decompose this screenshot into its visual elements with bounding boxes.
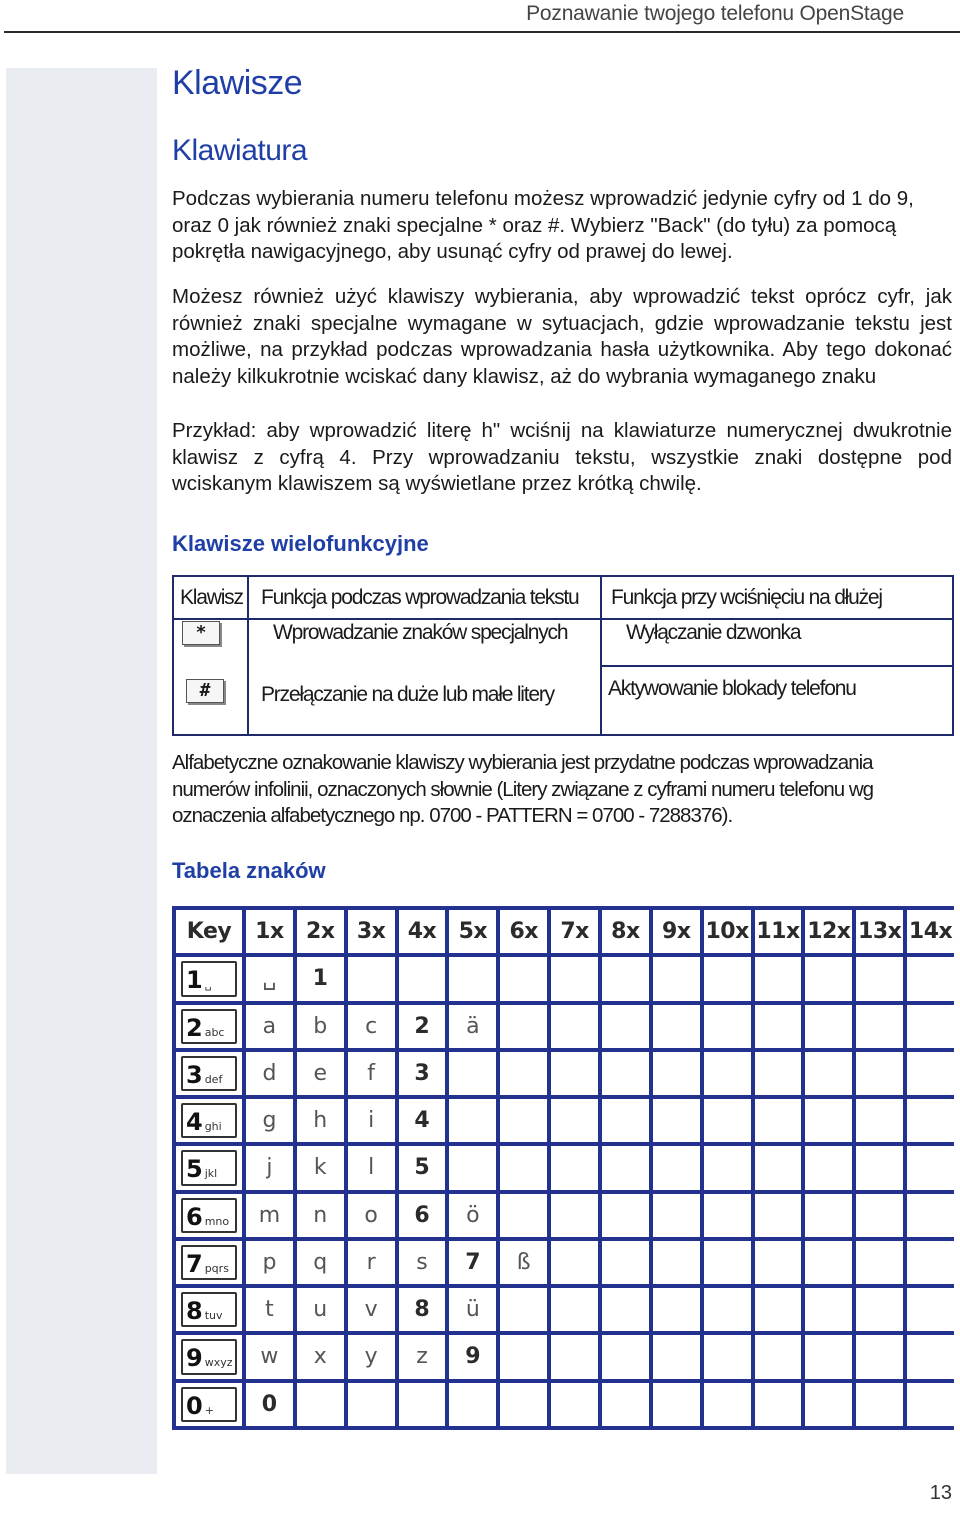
table-cell bbox=[805, 1005, 852, 1048]
char-cell: v bbox=[364, 1297, 378, 1323]
char-cell: s bbox=[416, 1249, 428, 1275]
paragraph-intro: Podczas wybierania numeru telefonu możesz wprowadzić jedynie cyfry od 1 do 9, oraz 0 jak również znaki specjalne * oraz #. Wybierz "Back" (do tyłu) za pomocą pokrętła nawigacyjnego, aby usunąć cyfry od prawej do lewej. bbox=[172, 187, 914, 263]
char-cell: x bbox=[313, 1344, 327, 1370]
char-cell: p bbox=[262, 1249, 277, 1275]
key-letters: + bbox=[204, 1403, 214, 1417]
char-cell: ü bbox=[465, 1297, 480, 1323]
header-press-count: 12x bbox=[807, 919, 851, 944]
table-cell bbox=[449, 957, 496, 1000]
table-cell bbox=[551, 1052, 598, 1095]
table-cell bbox=[500, 1052, 547, 1095]
table-cell bbox=[602, 1099, 649, 1142]
table-cell bbox=[348, 1383, 395, 1426]
table-divider bbox=[600, 665, 952, 667]
table-cell bbox=[805, 1383, 852, 1426]
key-letters: ghi bbox=[204, 1120, 222, 1134]
table-cell bbox=[856, 1335, 903, 1378]
char-cell: k bbox=[313, 1155, 327, 1181]
char-cell: n bbox=[313, 1202, 328, 1228]
char-cell: ␣ bbox=[262, 966, 277, 992]
table-cell bbox=[551, 1383, 598, 1426]
table-cell bbox=[755, 1099, 802, 1142]
star-long-press: Wyłączanie dzwonka bbox=[626, 621, 801, 644]
table-cell bbox=[500, 1194, 547, 1237]
key-digit: 7 bbox=[186, 1249, 203, 1278]
keypad-key-9-icon bbox=[181, 1339, 237, 1374]
char-table-title: Tabela znaków bbox=[172, 858, 326, 883]
header-rule bbox=[4, 31, 960, 33]
table-cell bbox=[755, 1288, 802, 1331]
table-cell bbox=[602, 1288, 649, 1331]
table-cell bbox=[653, 1383, 700, 1426]
hash-text-mode: Przełączanie na duże lub małe litery bbox=[261, 683, 554, 706]
table-cell bbox=[551, 1288, 598, 1331]
table-cell bbox=[551, 1146, 598, 1189]
key-digit: 9 bbox=[186, 1344, 203, 1373]
table-cell bbox=[704, 1383, 751, 1426]
table-cell bbox=[551, 1005, 598, 1048]
table-cell bbox=[500, 1288, 547, 1331]
table-cell bbox=[755, 957, 802, 1000]
header-press-count: 2x bbox=[306, 919, 335, 944]
table-cell bbox=[856, 1194, 903, 1237]
table-cell bbox=[500, 1099, 547, 1142]
key-digit: 0 bbox=[186, 1391, 203, 1420]
table-cell bbox=[856, 1146, 903, 1189]
char-cell: y bbox=[364, 1344, 378, 1370]
table-cell bbox=[907, 1005, 954, 1048]
table-cell bbox=[907, 1335, 954, 1378]
table-cell bbox=[704, 1005, 751, 1048]
table-cell bbox=[653, 1005, 700, 1048]
table-cell bbox=[500, 1146, 547, 1189]
char-cell: f bbox=[367, 1060, 375, 1086]
char-cell: u bbox=[313, 1297, 328, 1323]
table-cell bbox=[551, 1099, 598, 1142]
char-cell: o bbox=[364, 1202, 378, 1228]
header-press-count: 13x bbox=[858, 919, 902, 944]
key-letters: tuv bbox=[204, 1309, 223, 1323]
subsection-title: Klawiatura bbox=[172, 134, 308, 167]
table-cell bbox=[907, 1146, 954, 1189]
header-key: Key bbox=[186, 919, 232, 944]
key-digit: 3 bbox=[186, 1060, 203, 1089]
char-cell: 5 bbox=[414, 1155, 430, 1181]
table-cell bbox=[805, 1194, 852, 1237]
char-cell: q bbox=[313, 1249, 328, 1275]
table-cell bbox=[602, 957, 649, 1000]
table-cell bbox=[856, 1383, 903, 1426]
char-cell: m bbox=[258, 1202, 281, 1228]
header-press-count: 14x bbox=[908, 919, 953, 944]
character-table bbox=[172, 906, 954, 1430]
char-cell: 0 bbox=[261, 1391, 278, 1417]
table-divider bbox=[174, 618, 952, 620]
table-cell bbox=[907, 1241, 954, 1284]
hash-long-press: Aktywowanie blokady telefonu bbox=[608, 677, 856, 700]
table-cell bbox=[602, 1194, 649, 1237]
header-press-count: 9x bbox=[662, 919, 691, 944]
char-cell: b bbox=[313, 1013, 328, 1039]
header-press-count: 11x bbox=[756, 919, 800, 944]
table-cell bbox=[399, 957, 446, 1000]
table-cell bbox=[704, 1288, 751, 1331]
header-press-count: 3x bbox=[356, 919, 386, 944]
table-cell bbox=[704, 1194, 751, 1237]
char-cell: 3 bbox=[414, 1060, 430, 1086]
char-cell: z bbox=[416, 1344, 428, 1370]
table-cell bbox=[449, 1099, 496, 1142]
keypad-key-3-icon bbox=[181, 1056, 237, 1091]
table-cell bbox=[907, 1288, 954, 1331]
key-digit: 2 bbox=[186, 1013, 203, 1042]
table-cell bbox=[449, 1146, 496, 1189]
table-cell bbox=[653, 1194, 700, 1237]
table-cell bbox=[704, 1335, 751, 1378]
table-cell bbox=[755, 1383, 802, 1426]
table-cell bbox=[500, 1005, 547, 1048]
char-cell: 9 bbox=[465, 1344, 481, 1370]
table-cell bbox=[856, 1099, 903, 1142]
table-cell bbox=[500, 1335, 547, 1378]
header-press-count: 4x bbox=[407, 919, 437, 944]
char-cell: i bbox=[368, 1108, 375, 1134]
section-title: Klawisze bbox=[172, 64, 303, 102]
table-cell bbox=[907, 1383, 954, 1426]
keypad-key-0-icon bbox=[181, 1387, 237, 1422]
table-divider bbox=[247, 577, 249, 734]
table-divider bbox=[600, 577, 602, 734]
char-cell: r bbox=[366, 1249, 376, 1275]
table-cell bbox=[551, 1241, 598, 1284]
table-cell bbox=[856, 1005, 903, 1048]
table-cell bbox=[704, 957, 751, 1000]
char-cell: ß bbox=[516, 1249, 531, 1275]
table-cell bbox=[907, 1052, 954, 1095]
table-cell bbox=[602, 1383, 649, 1426]
char-cell: 4 bbox=[414, 1108, 430, 1134]
table-cell bbox=[755, 1241, 802, 1284]
keypad-key-1-icon bbox=[181, 961, 237, 996]
table-cell bbox=[856, 1052, 903, 1095]
key-digit: 6 bbox=[186, 1202, 203, 1231]
paragraph-text-entry: Możesz również użyć klawiszy wybierania, aby wprowadzić tekst oprócz cyfr, jak również znaki specjalne wymagane w sytuacjach, gdzie wprowadzanie tekstu jest możliwe, na przykład podczas wprowadzania hasła użytkownika. Aby tego dokonać należy kilkukrotnie wciskać dany klawisz, aż do wybrania wymaganego znaku bbox=[172, 285, 952, 388]
char-cell: w bbox=[260, 1344, 279, 1370]
keypad-key-2-icon bbox=[181, 1009, 237, 1044]
table-cell bbox=[805, 1146, 852, 1189]
table-cell bbox=[755, 1194, 802, 1237]
table-cell bbox=[500, 957, 547, 1000]
char-cell: 6 bbox=[414, 1202, 430, 1228]
char-cell: h bbox=[313, 1108, 328, 1134]
table-cell bbox=[755, 1146, 802, 1189]
header-key: Klawisz bbox=[180, 586, 243, 609]
table-cell bbox=[805, 1288, 852, 1331]
star-text-mode: Wprowadzanie znaków specjalnych bbox=[273, 621, 568, 644]
table-cell bbox=[704, 1099, 751, 1142]
table-cell bbox=[500, 1383, 547, 1426]
char-cell: a bbox=[262, 1013, 277, 1039]
key-digit: 4 bbox=[186, 1108, 203, 1137]
table-cell bbox=[704, 1052, 751, 1095]
multifunction-title: Klawisze wielofunkcyjne bbox=[172, 531, 429, 556]
header-long-press: Funkcja przy wciśnięciu na dłużej bbox=[611, 586, 882, 609]
multifunction-table bbox=[172, 575, 954, 736]
char-cell: c bbox=[365, 1013, 378, 1039]
table-cell bbox=[755, 1005, 802, 1048]
paragraph-example: Przykład: aby wprowadzić literę h" wciśnij na klawiaturze numerycznej dwukrotnie klawisz z cyfrą 4. Przy wprowadzaniu tekstu, wszystkie znaki dostępne pod wciskanym klawiszem są wyświetlane przez krótką chwilę. bbox=[172, 419, 952, 495]
table-cell bbox=[653, 1288, 700, 1331]
table-cell bbox=[602, 1052, 649, 1095]
hash-key-icon: # bbox=[186, 679, 224, 703]
table-cell bbox=[653, 1052, 700, 1095]
char-cell: ö bbox=[466, 1202, 480, 1228]
table-cell bbox=[449, 1052, 496, 1095]
key-letters: wxyz bbox=[204, 1356, 233, 1370]
table-cell bbox=[755, 1052, 802, 1095]
key-letters: abc bbox=[204, 1025, 225, 1039]
keypad-key-6-icon bbox=[181, 1198, 237, 1233]
table-cell bbox=[805, 1052, 852, 1095]
table-cell bbox=[348, 957, 395, 1000]
table-cell bbox=[755, 1335, 802, 1378]
header-press-count: 8x bbox=[611, 919, 640, 944]
table-cell bbox=[653, 1335, 700, 1378]
char-cell: 1 bbox=[312, 966, 328, 992]
table-cell bbox=[399, 1383, 446, 1426]
table-cell bbox=[907, 957, 954, 1000]
table-cell bbox=[704, 1146, 751, 1189]
key-digit: 1 bbox=[186, 966, 203, 995]
paragraph-alphabetic: Alfabetyczne oznakowanie klawiszy wybierania jest przydatne podczas wprowadzania numerów infolinii, oznaczonych słownie (Litery związane z cyframi numeru telefonu wg oznaczenia alfabetycznego np. 0700 - PATTERN = 0700 - 7288376). bbox=[172, 751, 874, 827]
char-cell: l bbox=[368, 1155, 375, 1181]
page-number: 13 bbox=[929, 1482, 952, 1504]
char-cell: e bbox=[313, 1060, 328, 1086]
table-cell bbox=[602, 1335, 649, 1378]
key-letters: jkl bbox=[204, 1167, 218, 1181]
table-cell bbox=[653, 1241, 700, 1284]
char-cell: 8 bbox=[414, 1297, 430, 1323]
table-cell bbox=[653, 957, 700, 1000]
table-cell bbox=[805, 1099, 852, 1142]
key-letters: def bbox=[204, 1072, 223, 1086]
margin-sidebar bbox=[6, 68, 157, 1474]
key-digit: 8 bbox=[186, 1297, 203, 1326]
table-cell bbox=[602, 1241, 649, 1284]
running-header: Poznawanie twojego telefonu OpenStage bbox=[526, 2, 904, 25]
header-press-count: 5x bbox=[458, 919, 488, 944]
table-cell bbox=[653, 1099, 700, 1142]
table-cell bbox=[907, 1099, 954, 1142]
table-cell bbox=[856, 957, 903, 1000]
header-press-count: 10x bbox=[705, 919, 749, 944]
table-cell bbox=[856, 1288, 903, 1331]
char-cell: 2 bbox=[414, 1013, 430, 1039]
header-press-count: 6x bbox=[509, 919, 538, 944]
table-cell bbox=[704, 1241, 751, 1284]
table-cell bbox=[297, 1383, 344, 1426]
header-text-mode: Funkcja podczas wprowadzania tekstu bbox=[261, 586, 579, 609]
key-letters: mno bbox=[204, 1214, 230, 1228]
keypad-key-8-icon bbox=[181, 1292, 237, 1327]
keypad-key-4-icon bbox=[181, 1103, 237, 1138]
char-cell: ä bbox=[466, 1013, 480, 1039]
table-cell bbox=[602, 1146, 649, 1189]
char-cell: j bbox=[266, 1155, 273, 1181]
table-cell bbox=[551, 1335, 598, 1378]
header-press-count: 7x bbox=[560, 919, 589, 944]
keypad-key-5-icon bbox=[181, 1150, 237, 1185]
table-cell bbox=[805, 1241, 852, 1284]
table-cell bbox=[856, 1241, 903, 1284]
header-press-count: 1x bbox=[255, 919, 284, 944]
key-digit: 5 bbox=[186, 1155, 203, 1184]
table-cell bbox=[449, 1383, 496, 1426]
table-cell bbox=[551, 1194, 598, 1237]
table-cell bbox=[653, 1146, 700, 1189]
table-cell bbox=[805, 1335, 852, 1378]
table-cell bbox=[551, 957, 598, 1000]
key-letters: ␣ bbox=[204, 978, 212, 992]
table-cell bbox=[602, 1005, 649, 1048]
char-cell: 7 bbox=[465, 1249, 481, 1275]
char-cell: g bbox=[262, 1108, 277, 1134]
table-cell bbox=[805, 957, 852, 1000]
table-cell bbox=[907, 1194, 954, 1237]
char-cell: t bbox=[265, 1297, 274, 1323]
keypad-key-7-icon bbox=[181, 1245, 237, 1280]
char-cell: d bbox=[262, 1060, 277, 1086]
key-letters: pqrs bbox=[204, 1261, 229, 1275]
star-key-icon: * bbox=[182, 621, 220, 645]
